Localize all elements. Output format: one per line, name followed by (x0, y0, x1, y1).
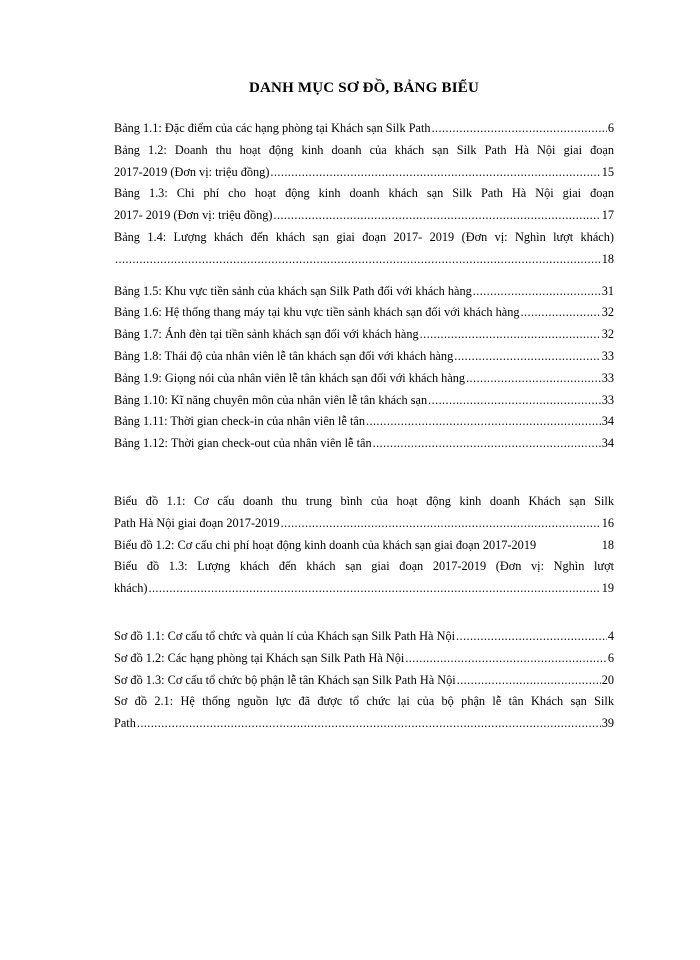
toc-page-number: 33 (601, 392, 614, 407)
toc-entry-diagram-2-1[interactable] (114, 691, 614, 735)
toc-entry-table-1-6[interactable] (114, 302, 614, 324)
dot-leader (405, 648, 607, 670)
toc-page-number: 20 (601, 672, 614, 687)
toc-entry-text: Bảng 1.7: Ánh đèn tại tiền sảnh khách sạn đối với khách hàng (114, 327, 419, 342)
toc-entry-diagram-1-3[interactable] (114, 670, 614, 692)
toc-entry-text-cont: khách) (114, 581, 148, 596)
toc-entry-text-cont: 2017-2019 (Đơn vị: triệu đồng) (114, 164, 270, 179)
toc-page-number: 18 (601, 251, 614, 266)
toc-page-number: 19 (601, 581, 614, 596)
toc-entry-text: Sơ đồ 1.2: Các hạng phòng tại Khách sạn Silk Path Hà Nội (114, 650, 405, 665)
dot-leader (137, 713, 601, 735)
dot-leader (456, 626, 607, 648)
dot-leader (281, 513, 601, 535)
toc-page-number: 39 (601, 716, 614, 731)
dot-leader (115, 249, 601, 271)
toc-entry-text: Bảng 1.4: Lượng khách đến khách sạn giai đoạn 2017- 2019 (Đơn vị: Nghìn lượt khách) (114, 229, 614, 244)
toc-page-number: 15 (601, 164, 614, 179)
page-title: DANH MỤC SƠ ĐỒ, BẢNG BIỂU (248, 80, 479, 96)
toc-entry-chart-1-3[interactable] (114, 556, 614, 600)
toc-entry-text: Bảng 1.1: Đặc điểm của các hạng phòng tại Khách sạn Silk Path (114, 121, 431, 135)
dot-leader (366, 411, 601, 433)
toc-entry-text: Biểu đồ 1.2: Cơ cấu chi phí hoạt động kinh doanh của khách sạn giai đoạn 2017-2019 (114, 537, 537, 552)
toc-entry-table-1-8[interactable] (114, 346, 614, 368)
dot-leader (473, 281, 601, 303)
toc-entry-table-1-11[interactable] (114, 411, 614, 433)
toc-entry-text: Biểu đồ 1.3: Lượng khách đến khách sạn giai đoạn 2017-2019 (Đơn vị: Nghìn lượt (114, 559, 614, 574)
toc-page-number: 32 (601, 327, 614, 342)
dot-leader (274, 205, 601, 227)
toc-entry-table-1-5[interactable] (114, 281, 614, 303)
toc-entry-table-1-10[interactable] (114, 390, 614, 412)
toc-entry-table-1-9[interactable] (114, 368, 614, 390)
chart-list (114, 491, 614, 600)
dot-leader (270, 162, 600, 184)
toc-page-number: 6 (607, 650, 614, 665)
toc-entry-diagram-1-1[interactable] (114, 626, 614, 648)
dot-leader (432, 118, 607, 140)
dot-leader (521, 302, 601, 324)
dot-leader (373, 433, 601, 455)
toc-entry-table-1-3[interactable] (114, 183, 614, 227)
toc-entry-text-cont: Path (114, 716, 136, 731)
toc-entry-table-1-7[interactable] (114, 324, 614, 346)
toc-page-number: 6 (607, 121, 614, 135)
toc-entry-text: Sơ đồ 2.1: Hệ thống nguồn lực đã được tổ chức lại của bộ phận lễ tân Khách sạn Silk (114, 694, 614, 709)
diagram-list (114, 626, 614, 735)
toc-page-number: 31 (601, 283, 614, 298)
toc-entry-text: Bảng 1.5: Khu vực tiền sảnh của khách sạn Silk Path đối với khách hàng (114, 283, 472, 298)
toc-entry-text-cont: 2017- 2019 (Đơn vị: triệu đồng) (114, 208, 273, 223)
dot-leader (454, 346, 600, 368)
toc-entry-text-cont: Path Hà Nội giai đoạn 2017-2019 (114, 515, 280, 530)
toc-entry-text: Sơ đồ 1.1: Cơ cấu tổ chức và quản lí của Khách sạn Silk Path Hà Nội (114, 629, 456, 643)
dot-leader (148, 578, 600, 600)
toc-page-number: 32 (601, 305, 614, 320)
toc-entry-text: Bảng 1.8: Thái độ của nhân viên lễ tân khách sạn đối với khách hàng (114, 348, 454, 363)
toc-page-number: 4 (607, 629, 614, 643)
toc-entry-text: Bảng 1.2: Doanh thu hoạt động kinh doanh của khách sạn Silk Path Hà Nội giai đoạn (114, 142, 614, 157)
toc-entry-text: Bảng 1.11: Thời gian check-in của nhân viên lễ tân (114, 414, 365, 429)
toc-entry-text: Sơ đồ 1.3: Cơ cấu tổ chức bộ phận lễ tân Khách sạn Silk Path Hà Nội (114, 672, 456, 687)
dot-leader (420, 324, 601, 346)
dot-leader (428, 390, 601, 412)
toc-entry-diagram-1-2[interactable] (114, 648, 614, 670)
toc-entry-text: Biểu đồ 1.1: Cơ cấu doanh thu trung bình của hoạt động kinh doanh Khách sạn Silk (114, 494, 614, 508)
toc-page-number: 16 (601, 515, 614, 530)
toc-page-number: 18 (601, 537, 614, 552)
toc-entry-text: Bảng 1.10: Kĩ năng chuyên môn của nhân viên lễ tân khách sạn (114, 392, 428, 407)
toc-page-number: 17 (601, 208, 614, 223)
toc-page-number: 33 (601, 348, 614, 363)
dot-leader (466, 368, 601, 390)
toc-entry-table-1-2[interactable] (114, 140, 614, 184)
toc-entry-table-1-1[interactable] (114, 118, 614, 140)
toc-entry-table-1-12[interactable] (114, 433, 614, 455)
toc-entry-text: Bảng 1.6: Hệ thống thang máy tại khu vực tiền sảnh khách sạn đối với khách hàng (114, 305, 520, 320)
toc-page-number: 34 (601, 414, 614, 429)
toc-entry-chart-1-2[interactable] (114, 535, 614, 557)
toc-entry-chart-1-1[interactable] (114, 491, 614, 535)
table-list (114, 118, 614, 455)
toc-page-number: 33 (601, 370, 614, 385)
toc-entry-text: Bảng 1.12: Thời gian check-out của nhân viên lễ tân (114, 436, 372, 451)
toc-entry-table-1-4[interactable] (114, 227, 614, 271)
dot-leader (457, 670, 601, 692)
toc-page-number: 34 (601, 436, 614, 451)
toc-entry-text: Bảng 1.9: Giọng nói của nhân viên lễ tân khách sạn đối với khách hàng (114, 370, 466, 385)
toc-entry-text: Bảng 1.3: Chi phí cho hoạt động kinh doanh khách sạn Silk Path Hà Nội giai đoạn (114, 186, 614, 201)
